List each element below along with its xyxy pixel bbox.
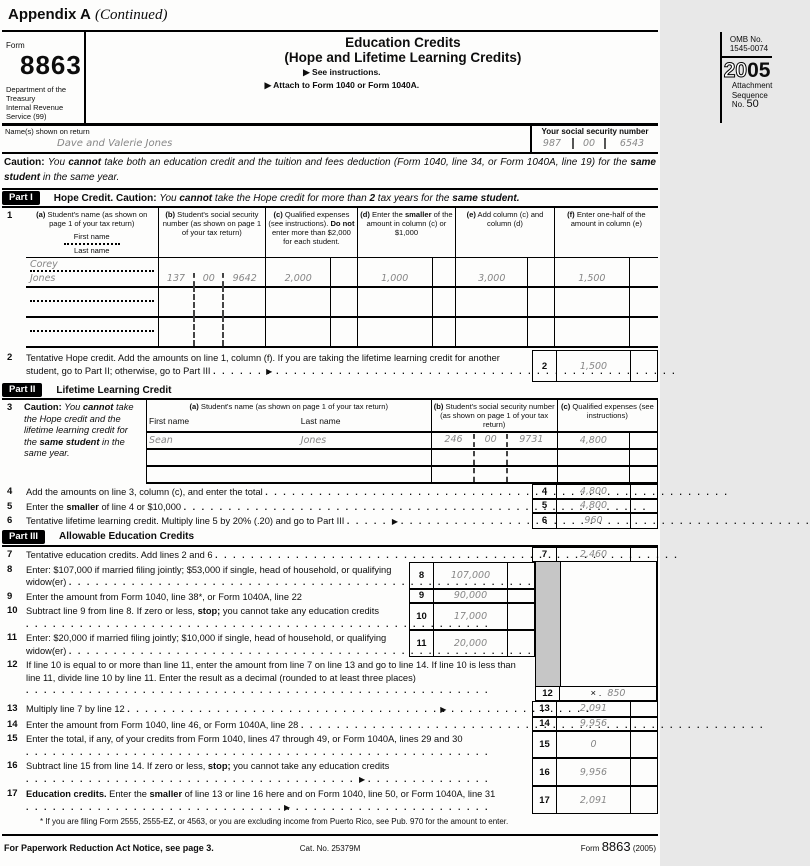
ll-ssn-cell bbox=[431, 432, 557, 449]
line12-text-body: If line 10 is equal to or more than line 11, enter the amount from line 7 on line 13 and go to line 14. If line 10 is less than line 11, divide line 10 by line 11. Enter the result as a decimal (rounded to at least three places) bbox=[26, 660, 516, 683]
line6-row bbox=[2, 513, 658, 529]
student-row-2 bbox=[26, 287, 658, 317]
empty-right-area bbox=[561, 630, 658, 657]
shaded-column bbox=[535, 603, 561, 630]
line16-row bbox=[2, 758, 658, 786]
arrow-icon: ▶ bbox=[359, 774, 366, 784]
p2-col-b-header: (b) Student's social security number (as shown on page 1 of your tax return) bbox=[431, 400, 557, 432]
cents-cell bbox=[528, 258, 554, 288]
student-row-3 bbox=[26, 317, 658, 347]
empty-right-area bbox=[561, 562, 658, 589]
cents-cell bbox=[630, 731, 658, 758]
footer-form-word: Form bbox=[580, 844, 600, 853]
line9-row bbox=[2, 589, 658, 604]
line2-text-body: Tentative Hope credit. Add the amounts on line 1, column (f). If you are taking the lifetime learning credit for another student, go to Part II; otherwise, go to Part III bbox=[26, 353, 500, 376]
student-first-name bbox=[30, 319, 154, 332]
line14-number: 14 bbox=[7, 718, 18, 730]
line16-number: 16 bbox=[7, 760, 18, 771]
line10-text bbox=[26, 603, 409, 630]
line2-row bbox=[2, 350, 658, 382]
taxpayer-ssn-cell bbox=[530, 126, 658, 152]
line7-text bbox=[26, 547, 532, 562]
cents-cell bbox=[630, 786, 658, 814]
ssn-part2: 00 bbox=[572, 138, 606, 149]
line7-number: 7 bbox=[7, 548, 13, 560]
taxpayer-name-cell bbox=[2, 126, 530, 152]
ssn-seg3: 9731 bbox=[519, 434, 544, 445]
form-header bbox=[2, 30, 773, 126]
dot-leader bbox=[26, 618, 221, 628]
dot-leader bbox=[184, 501, 464, 511]
line16-value: 9,956 bbox=[557, 758, 630, 786]
line13-number: 13 bbox=[7, 703, 18, 714]
line4-row bbox=[2, 484, 658, 499]
see-instructions-note: ▶ See instructions. bbox=[303, 67, 381, 77]
lifetime-learning-table bbox=[146, 400, 658, 484]
dot-leader bbox=[69, 576, 219, 586]
line2-box-number: 2 bbox=[532, 350, 557, 382]
taxpayer-name-value: Dave and Valerie Jones bbox=[57, 138, 173, 149]
line6-number: 6 bbox=[7, 515, 13, 526]
cents-cell bbox=[331, 258, 357, 288]
footer bbox=[2, 836, 658, 854]
student-last-name: Jones bbox=[29, 273, 56, 284]
empty-right-area bbox=[561, 657, 658, 686]
dot-leader bbox=[301, 719, 451, 729]
line3-caution bbox=[2, 400, 146, 484]
line2-number: 2 bbox=[7, 352, 13, 363]
line9-box-number: 9 bbox=[409, 589, 434, 604]
line5-box-number: 5 bbox=[532, 499, 557, 514]
part2-label: Part II bbox=[2, 383, 42, 397]
student-last-name bbox=[30, 302, 154, 315]
dot-leader bbox=[347, 515, 389, 525]
last-name-label: Last name bbox=[64, 243, 120, 255]
first-name-label: First name bbox=[73, 232, 110, 241]
line15-number: 15 bbox=[7, 733, 18, 744]
attachment-word: Attachment bbox=[731, 81, 773, 90]
ll-student-row-3 bbox=[147, 466, 658, 483]
line7-row bbox=[2, 547, 658, 562]
form-title: Education Credits bbox=[345, 35, 461, 50]
p2-last-name-label: Last name bbox=[299, 415, 431, 432]
line12-box-number: 12 bbox=[535, 686, 560, 701]
cents-cell bbox=[507, 589, 535, 604]
line13-text-body: Multiply line 7 by line 12 bbox=[26, 704, 125, 714]
student-ssn-cell bbox=[158, 317, 266, 347]
line8-number: 8 bbox=[7, 563, 13, 575]
line15-text bbox=[26, 731, 532, 758]
student-last-name bbox=[30, 332, 154, 345]
dot-leader bbox=[26, 773, 356, 783]
dept-code: (99) bbox=[33, 112, 47, 121]
cents-cell bbox=[507, 630, 535, 657]
dot-leader bbox=[215, 549, 483, 559]
empty-right-area bbox=[561, 589, 658, 604]
line17-value: 2,091 bbox=[557, 786, 630, 814]
line12-right-column bbox=[535, 657, 658, 701]
p2-col-c-header: (c) Qualified expenses (see instructions) bbox=[557, 400, 657, 432]
student-ssn-cell bbox=[158, 287, 266, 317]
line13-row bbox=[2, 701, 658, 717]
line10-value: 17,000 bbox=[434, 603, 507, 630]
dept-line1: Department of the Treasury bbox=[6, 85, 67, 103]
line1-number: 1 bbox=[7, 210, 13, 221]
line12-number: 12 bbox=[7, 659, 18, 670]
line15-text-body: Enter the total, if any, of your credits from Form 1040, lines 47 through 49, or Form 1040A, lines 29 and 30 bbox=[26, 734, 463, 744]
cents-cell bbox=[630, 758, 658, 786]
ssn-part3: 6543 bbox=[619, 138, 645, 149]
line2-text bbox=[26, 350, 532, 382]
part1-title: Hope Credit. Caution: You cannot take the Hope credit for more than 2 tax years for the same student. bbox=[53, 192, 520, 204]
line15-value: 0 bbox=[557, 731, 630, 758]
shaded-column bbox=[535, 562, 561, 589]
student-ssn-cell bbox=[158, 258, 266, 288]
agency-lines bbox=[6, 85, 82, 121]
ll-first-name: Sean bbox=[147, 432, 299, 449]
cents-cell bbox=[630, 547, 658, 562]
student-name-cell bbox=[26, 258, 158, 288]
line16-box-number: 16 bbox=[532, 758, 557, 786]
cents-cell bbox=[629, 258, 658, 288]
line5-text-body: Enter the smaller of line 4 or $10,000 bbox=[26, 501, 182, 512]
smaller-amount-value: 1,000 bbox=[357, 258, 432, 288]
cents-cell bbox=[630, 513, 658, 529]
line4-text-body: Add the amounts on line 3, column (c), and enter the total bbox=[26, 487, 263, 497]
line16-text-body: Subtract line 15 from line 14. If zero or less, stop; you cannot take any education credits bbox=[26, 761, 390, 771]
line9-text bbox=[26, 589, 409, 604]
name-label: Name(s) shown on return bbox=[5, 127, 90, 136]
one-half-value: 1,500 bbox=[554, 258, 629, 288]
line8-box-number: 8 bbox=[409, 562, 434, 589]
arrow-icon: ▶ bbox=[266, 366, 273, 376]
shaded-column bbox=[535, 589, 561, 604]
ssn-label: Your social security number bbox=[541, 127, 649, 136]
line14-row bbox=[2, 717, 658, 732]
qualified-expenses-value: 2,000 bbox=[266, 258, 331, 288]
shaded-column bbox=[535, 630, 561, 657]
line10-row bbox=[2, 603, 658, 630]
line13-value: 2,091 bbox=[557, 701, 630, 717]
cents-cell bbox=[630, 499, 658, 514]
col-c-header: (c) Qualified expenses (see instructions). Do not enter more than $2,000 for each student. bbox=[266, 208, 357, 258]
dot-leader bbox=[26, 684, 256, 694]
part3-header-bar bbox=[2, 529, 658, 547]
arrow-icon: ▶ bbox=[284, 802, 291, 812]
line9-number: 9 bbox=[7, 590, 13, 602]
dot-leader bbox=[69, 645, 219, 655]
cents-cell bbox=[630, 717, 658, 732]
dot-leader bbox=[127, 703, 437, 713]
line4-value: 4,800 bbox=[557, 484, 630, 499]
cents-cell bbox=[432, 258, 455, 288]
line12-row bbox=[2, 657, 658, 701]
line8-row bbox=[2, 562, 658, 589]
ssn-seg1: 137 bbox=[166, 273, 186, 284]
line13-box-number: 13 bbox=[532, 701, 557, 717]
line10-box-number: 10 bbox=[409, 603, 434, 630]
col-d-header: (d) Enter the smaller of the amount in column (c) or $1,000 bbox=[357, 208, 456, 258]
line6-text-body: Tentative lifetime learning credit. Multiply line 5 by 20% (.20) and go to Part III bbox=[26, 516, 345, 526]
dot-leader bbox=[265, 486, 465, 496]
line11-value: 20,000 bbox=[434, 630, 507, 657]
line13-text bbox=[26, 701, 532, 717]
line12-value-cell bbox=[560, 686, 658, 701]
ll-student-row-1 bbox=[147, 432, 658, 449]
student-name-cell bbox=[26, 317, 158, 347]
line9-value: 90,000 bbox=[434, 589, 507, 604]
dept-line2: Internal Revenue Service bbox=[6, 103, 64, 121]
line3-number: 3 bbox=[7, 402, 13, 412]
added-amount-value: 3,000 bbox=[456, 258, 528, 288]
multiply-prefix: × . bbox=[590, 688, 602, 699]
empty-right-area bbox=[561, 603, 658, 630]
taxpayer-row bbox=[2, 126, 658, 154]
line7-box-number: 7 bbox=[532, 547, 557, 562]
ll-last-name: Jones bbox=[299, 432, 431, 449]
line8-text-body: Enter: $107,000 if married filing jointly; $53,000 if single, head of household, or qualifying widow(er) bbox=[26, 564, 392, 587]
student-row-1 bbox=[26, 258, 658, 288]
footer-form-number: 8863 bbox=[601, 839, 631, 854]
footer-form-id bbox=[439, 839, 656, 854]
line5-number: 5 bbox=[7, 500, 13, 512]
cents-cell bbox=[630, 484, 658, 499]
col-e-header: (e) Add column (c) and column (d) bbox=[456, 208, 555, 258]
line17-text-body: Education credits. Enter the smaller of line 13 or line 16 here and on Form 1040, line 50, or Form 1040A, line 31 bbox=[26, 789, 496, 799]
dot-leader bbox=[26, 801, 281, 811]
line8-text bbox=[26, 562, 409, 589]
line11-box-number: 11 bbox=[409, 630, 434, 657]
line5-row bbox=[2, 499, 658, 514]
student-first-name: Corey bbox=[30, 259, 154, 272]
ssn-seg2: 00 bbox=[473, 434, 507, 447]
tax-year-bold: 05 bbox=[747, 59, 771, 82]
line15-row bbox=[2, 731, 658, 758]
ssn-seg1: 246 bbox=[444, 434, 463, 445]
tax-year bbox=[722, 58, 772, 81]
line4-text bbox=[26, 484, 532, 499]
line2-value: 1,500 bbox=[557, 350, 630, 382]
omb-number: OMB No. 1545-0074 bbox=[722, 32, 772, 58]
cents-cell bbox=[507, 603, 535, 630]
line12-text bbox=[26, 657, 535, 701]
line15-box-number: 15 bbox=[532, 731, 557, 758]
line9-text-body: Enter the amount from Form 1040, line 38*, or Form 1040A, line 22 bbox=[26, 591, 302, 602]
line14-box-number: 14 bbox=[532, 717, 557, 732]
cents-cell bbox=[630, 701, 658, 717]
line10-text-body: Subtract line 9 from line 8. If zero or less, stop; you cannot take any education credits bbox=[26, 606, 379, 616]
line7-value: 2,460 bbox=[557, 547, 630, 562]
part2-header-bar bbox=[2, 382, 658, 400]
arrow-icon: ▶ bbox=[391, 517, 399, 526]
attach-note: ▶ Attach to Form 1040 or Form 1040A. bbox=[264, 80, 420, 90]
shaded-column bbox=[535, 657, 561, 686]
line17-row bbox=[2, 786, 658, 814]
ssn-seg3: 9642 bbox=[232, 273, 257, 284]
part3-label: Part III bbox=[2, 530, 45, 544]
line14-text-body: Enter the amount from Form 1040, line 46, or Form 1040A, line 28 bbox=[26, 719, 299, 730]
col-a-header-text: (a) Student's name (as shown on page 1 of your tax return) bbox=[36, 210, 148, 228]
part1-header-bar bbox=[2, 190, 658, 208]
appendix-heading bbox=[2, 4, 658, 30]
hope-credit-table bbox=[26, 208, 658, 348]
sequence-number: 50 bbox=[746, 98, 759, 110]
line16-text bbox=[26, 758, 532, 786]
ll-expenses-value: 4,800 bbox=[557, 432, 629, 449]
line11-row bbox=[2, 630, 658, 657]
line7-text-body: Tentative education credits. Add lines 2 and 6 bbox=[26, 549, 213, 560]
cents-cell bbox=[630, 350, 658, 382]
top-caution-note: Caution: You cannot take both an education credit and the tuition and fees deduction (Form 1040, line 34, or Form 1040A, line 19) for the same student in the same year. bbox=[2, 154, 658, 190]
tax-year-outline: 20 bbox=[723, 59, 748, 82]
student-first-name bbox=[30, 289, 154, 302]
line11-text-body: Enter: $20,000 if married filing jointly; $10,000 if single, head of household, or qualifying widow(er) bbox=[26, 633, 387, 656]
form-number-block bbox=[2, 32, 86, 123]
part3-title: Allowable Education Credits bbox=[59, 531, 195, 542]
line6-text bbox=[26, 513, 532, 529]
part1-label: Part I bbox=[2, 191, 40, 205]
line14-text bbox=[26, 717, 532, 732]
col-a-header bbox=[26, 208, 158, 258]
omb-block bbox=[722, 32, 772, 123]
p2-col-a-header: (a) Student's name (as shown on page 1 of your tax return) bbox=[147, 400, 432, 415]
attachment-sequence bbox=[722, 81, 772, 110]
footer-form-year: (2005) bbox=[632, 844, 656, 853]
appendix-title: Appendix A bbox=[8, 6, 91, 23]
dot-leader bbox=[213, 365, 263, 375]
line5-text bbox=[26, 499, 532, 514]
arrow-icon: ▶ bbox=[440, 705, 447, 714]
dot-leader bbox=[26, 746, 316, 756]
line4-box-number: 4 bbox=[532, 484, 557, 499]
line2-boxes bbox=[532, 350, 658, 382]
col-b-header: (b) Student's social security number (as shown on page 1 of your tax return) bbox=[158, 208, 266, 258]
ssn-part1: 987 bbox=[542, 138, 562, 149]
line6-box-number: 6 bbox=[532, 513, 557, 529]
line3-section bbox=[2, 400, 658, 484]
line17-number: 17 bbox=[7, 788, 18, 799]
student-name-cell bbox=[26, 287, 158, 317]
form-word: Form bbox=[6, 41, 25, 50]
form-number: 8863 bbox=[20, 50, 82, 80]
line12-value: 850 bbox=[607, 688, 626, 699]
form-title-block bbox=[86, 32, 722, 123]
line3-caution-text: Caution: You cannot take the Hope credit and the lifetime learning credit for the same student in the same year. bbox=[24, 402, 134, 458]
p2-first-name-label: First name bbox=[147, 415, 299, 432]
paperwork-notice: For Paperwork Reduction Act Notice, see page 3. bbox=[4, 843, 214, 853]
line11-text bbox=[26, 630, 409, 657]
ll-student-row-2 bbox=[147, 449, 658, 466]
part2-title: Lifetime Learning Credit bbox=[56, 384, 172, 396]
line8-value: 107,000 bbox=[434, 562, 507, 589]
line5-value: 4,800 bbox=[557, 499, 630, 514]
ssn-seg2: 00 bbox=[193, 273, 224, 286]
line10-number: 10 bbox=[7, 605, 18, 616]
sequence-word: Sequence No. bbox=[731, 90, 768, 109]
line17-box-number: 17 bbox=[532, 786, 557, 814]
line1-section bbox=[2, 208, 658, 348]
col-f-header: (f) Enter one-half of the amount in column (e) bbox=[554, 208, 658, 258]
line6-value: 960 bbox=[557, 513, 630, 529]
cents-cell bbox=[507, 562, 535, 589]
appendix-note: (Continued) bbox=[94, 7, 168, 23]
catalog-number: Cat. No. 25379M bbox=[299, 844, 361, 853]
footnote: * If you are filing Form 2555, 2555-EZ, or 4563, or you are excluding income from Puerto Rico, see Pub. 970 for the amount to enter. bbox=[40, 817, 509, 826]
line17-text bbox=[26, 786, 532, 814]
form-subtitle: (Hope and Lifetime Learning Credits) bbox=[284, 50, 522, 65]
line4-number: 4 bbox=[7, 486, 13, 497]
taxpayer-ssn-value bbox=[532, 138, 658, 149]
cents-cell bbox=[629, 432, 657, 449]
line14-value: 9,956 bbox=[557, 717, 630, 732]
line11-number: 11 bbox=[7, 632, 18, 643]
